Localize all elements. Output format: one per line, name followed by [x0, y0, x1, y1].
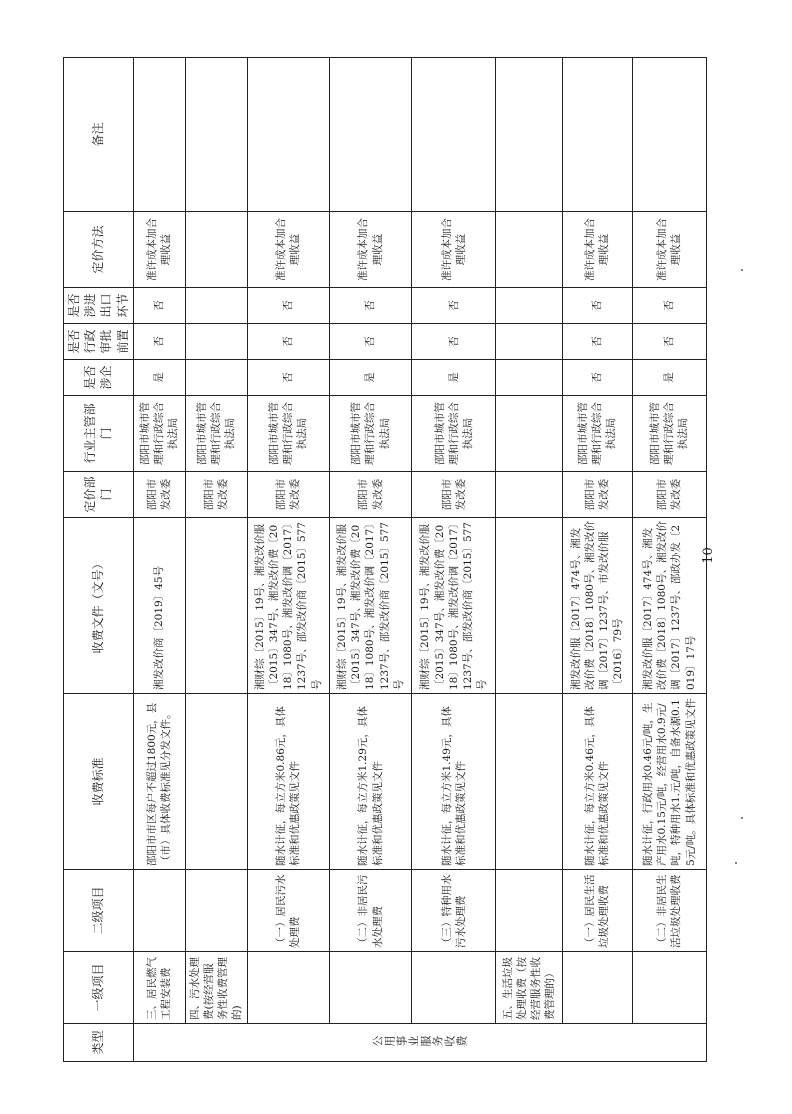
row-admin-approval: 否	[562, 324, 632, 360]
header-industry-dept: 行业主管部门	[64, 396, 134, 472]
header-admin-approval: 是否行政审批前置	[64, 324, 134, 360]
row-admin-approval	[496, 324, 562, 360]
table-row	[496, 58, 562, 1062]
row-level2: （二）非居民污水处理费	[329, 870, 411, 952]
row-pricing-method: 准许成本加合理收益	[247, 212, 329, 288]
row-import-export: 否	[632, 288, 706, 324]
row-enterprise: 否	[247, 360, 329, 396]
row-pricing-dept: 邵阳市发改委	[562, 472, 632, 518]
row-pricing-method: 准许成本加合理收益	[412, 212, 496, 288]
row-import-export	[185, 288, 247, 324]
row-level1	[562, 952, 632, 1024]
table-row	[562, 58, 632, 1062]
header-level2: 二级项目	[64, 870, 134, 952]
header-remark: 备注	[64, 58, 134, 212]
row-industry-dept: 邵阳市城市管理和行政综合执法局	[133, 396, 185, 472]
row-level1	[247, 952, 329, 1024]
row-enterprise: 是	[133, 360, 185, 396]
row-import-export: 否	[133, 288, 185, 324]
row-enterprise: 是	[632, 360, 706, 396]
row-level2	[133, 870, 185, 952]
row-admin-approval	[185, 324, 247, 360]
row-pricing-dept: 邵阳市发改委	[632, 472, 706, 518]
header-enterprise: 是否涉企	[64, 360, 134, 396]
fee-table	[63, 57, 707, 1062]
row-pricing-dept: 邵阳市发改委	[185, 472, 247, 518]
table-row	[412, 58, 496, 1062]
row-remark	[329, 58, 411, 212]
row-import-export: 否	[247, 288, 329, 324]
header-pricing-dept: 定价部门	[64, 472, 134, 518]
table-row	[185, 58, 247, 1062]
row-level1: 四、污水处理费(按经营服务性收费管理的)	[185, 952, 247, 1024]
row-remark	[185, 58, 247, 212]
row-standard: 随水计征，每立方米0.46元，具体标准和优惠政策见文件	[562, 694, 632, 870]
row-pricing-method: 准许成本加合理收益	[632, 212, 706, 288]
row-level1	[632, 952, 706, 1024]
row-level1: 三、居民燃气工程安装费	[133, 952, 185, 1024]
table-row	[247, 58, 329, 1062]
header-row	[64, 58, 134, 1062]
row-remark	[632, 58, 706, 212]
row-level2: （三）特种用水污水处理费	[412, 870, 496, 952]
row-remark	[412, 58, 496, 212]
header-import-export: 是否涉进出口环节	[64, 288, 134, 324]
row-pricing-method	[496, 212, 562, 288]
row-docs: 湘发改价服〔2017〕474号、湘发改价费〔2018〕1080号、湘发改价调〔2017〕1237号、市发改价服〔2016〕79号	[562, 518, 632, 694]
row-admin-approval: 否	[247, 324, 329, 360]
row-admin-approval: 否	[632, 324, 706, 360]
row-pricing-method: 准许成本加合理收益	[562, 212, 632, 288]
row-industry-dept: 邵阳市城市管理和行政综合执法局	[632, 396, 706, 472]
row-admin-approval: 否	[412, 324, 496, 360]
row-enterprise: 是	[329, 360, 411, 396]
row-admin-approval: 否	[133, 324, 185, 360]
row-docs: 湘财综〔2015〕19号、湘发改价服〔2015〕347号、湘发改价费〔2018〕1080号、湘发改价调〔2017〕1237号、邵发改价商〔2015〕577号	[412, 518, 496, 694]
row-enterprise: 是	[412, 360, 496, 396]
row-standard: 随水计征，行政用水0.46元/吨，生产用水0.15元/吨，经营用水0.9元/吨，特种用水1.元/吨，自备水源0.15元/吨。具体标准和优惠政策见文件	[632, 694, 706, 870]
row-standard	[496, 694, 562, 870]
row-level1	[329, 952, 411, 1024]
row-enterprise	[185, 360, 247, 396]
row-remark	[247, 58, 329, 212]
row-docs	[185, 518, 247, 694]
row-industry-dept: 邵阳市城市管理和行政综合执法局	[185, 396, 247, 472]
header-standard: 收费标准	[64, 694, 134, 870]
row-import-export: 否	[412, 288, 496, 324]
row-pricing-dept: 邵阳市发改委	[329, 472, 411, 518]
row-pricing-dept: 邵阳市发改委	[133, 472, 185, 518]
row-enterprise: 否	[562, 360, 632, 396]
row-level2	[185, 870, 247, 952]
row-import-export: 否	[562, 288, 632, 324]
row-pricing-dept: 邵阳市发改委	[247, 472, 329, 518]
row-industry-dept: 邵阳市城市管理和行政综合执法局	[562, 396, 632, 472]
row-industry-dept: 邵阳市城市管理和行政综合执法局	[412, 396, 496, 472]
header-type: 类型	[64, 1024, 134, 1062]
row-industry-dept: 邵阳市城市管理和行政综合执法局	[329, 396, 411, 472]
row-level2: （一）居民污水处理费	[247, 870, 329, 952]
page-number: 10	[700, 547, 716, 564]
row-docs: 湘发改价服〔2017〕474号、湘发改价费〔2018〕1080号、湘发改价调〔2017〕1237号、邵政办发〔2019〕17号	[632, 518, 706, 694]
row-remark	[496, 58, 562, 212]
row-import-export	[496, 288, 562, 324]
row-admin-approval: 否	[329, 324, 411, 360]
row-docs	[496, 518, 562, 694]
row-pricing-method	[185, 212, 247, 288]
row-level2: （一）居民生活垃圾处理收费	[562, 870, 632, 952]
row-standard: 随水计征，每立方米0.86元，具体标准和优惠政策见文件	[247, 694, 329, 870]
row-standard: 随水计征，每立方米1.49元，具体标准和优惠政策见文件	[412, 694, 496, 870]
row-pricing-dept: 邵阳市发改委	[412, 472, 496, 518]
category-cell: 公用事业服务收费	[133, 1024, 706, 1062]
row-level2: （二）非居民生活垃圾处理收费	[632, 870, 706, 952]
scan-speck	[741, 817, 743, 819]
row-industry-dept	[496, 396, 562, 472]
scan-speck	[741, 269, 743, 271]
scan-speck	[735, 862, 737, 864]
table-row	[329, 58, 411, 1062]
row-docs: 湘发改价商〔2019〕45号	[133, 518, 185, 694]
row-standard	[185, 694, 247, 870]
row-industry-dept: 邵阳市城市管理和行政综合执法局	[247, 396, 329, 472]
table-row	[133, 58, 185, 1062]
header-docs: 收费文件（文号）	[64, 518, 134, 694]
row-level1	[412, 952, 496, 1024]
row-standard: 邵阳市市区每户不超过1800元，县（市）具体收费标准见分发文件。	[133, 694, 185, 870]
fee-table-rotated	[63, 58, 707, 1062]
header-level1: 一级项目	[64, 952, 134, 1024]
row-level1: 五、生活垃圾处理收费（按经营服务性收费管理的）	[496, 952, 562, 1024]
row-enterprise	[496, 360, 562, 396]
header-pricing-method: 定价方法	[64, 212, 134, 288]
row-remark	[133, 58, 185, 212]
row-docs: 湘财综〔2015〕19号、湘发改价服〔2015〕347号、湘发改价费〔2018〕1080号、湘发改价调〔2017〕1237号、邵发改价商〔2015〕577号	[329, 518, 411, 694]
row-level2	[496, 870, 562, 952]
row-pricing-method: 准许成本加合理收益	[133, 212, 185, 288]
row-pricing-dept	[496, 472, 562, 518]
row-pricing-method: 准许成本加合理收益	[329, 212, 411, 288]
row-import-export: 否	[329, 288, 411, 324]
row-standard: 随水计征，每立方米1.29元，具体标准和优惠政策见文件	[329, 694, 411, 870]
row-docs: 湘财综〔2015〕19号、湘发改价服〔2015〕347号、湘发改价费〔2018〕1080号、湘发改价调〔2017〕1237号、邵发改价商〔2015〕577号	[247, 518, 329, 694]
table-row	[632, 58, 706, 1062]
row-remark	[562, 58, 632, 212]
